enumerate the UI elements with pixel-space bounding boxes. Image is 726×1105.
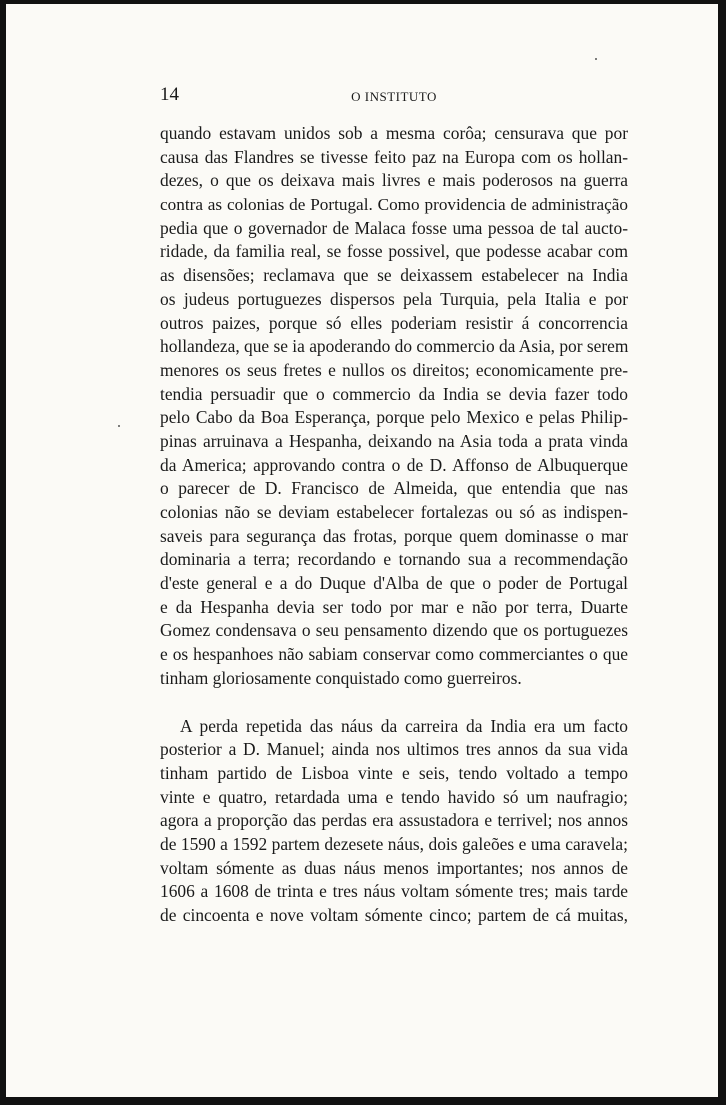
text-line: agora a proporção das perdas era assustadora e terrivel; nos annos [160, 810, 628, 831]
text-line: voltam sómente as duas náus menos importantes; nos annos de [160, 857, 628, 878]
text-line: vinte e quatro, retardada uma e tendo havido só um naufragio; [160, 786, 628, 807]
text-line: tinham gloriosamente conquistado como guerreiros. [160, 667, 522, 688]
text-line: outros paizes, porque só elles poderiam resistir á concorrencia [160, 312, 628, 333]
scan-border-left [0, 0, 6, 1105]
text-line: dominaria a terra; recordando e tornando sua a recommendação [160, 549, 628, 570]
text-line: colonias não se deviam estabelecer fortalezas ou só as indispen- [160, 502, 628, 522]
text-line: dezes, o que os deixava mais livres e mais poderosos na guerra [160, 170, 628, 191]
text-line: Gomez condensava o seu pensamento dizendo que os portuguezes [160, 620, 628, 641]
text-line: as disensões; reclamava que se deixassem estabelecer na India [160, 265, 628, 286]
page-number: 14 [160, 84, 179, 105]
scan-border-bottom [0, 1097, 726, 1105]
text-line: menores os seus fretes e nullos os direitos; economicamente pre- [160, 359, 628, 380]
text-line: os judeus portuguezes dispersos pela Turquia, pela Italia e por [160, 288, 628, 309]
text-line: o parecer de D. Francisco de Almeida, que entendia que nas [160, 478, 628, 499]
running-title: O INSTITUTO [351, 89, 437, 104]
text-line: pedia que o governador de Malaca fosse uma pessoa de tal aucto- [160, 217, 628, 238]
scan-speck [595, 58, 597, 60]
text-line: da America; approvando contra o de D. Affonso de Albuquerque [160, 454, 628, 475]
paragraph-1 [160, 122, 628, 691]
running-head [160, 84, 628, 108]
text-line: de 1590 a 1592 partem dezesete náus, dois galeões e uma caravela; [160, 833, 628, 854]
text-line: d'este general e a do Duque d'Alba de que o poder de Portugal [160, 573, 628, 594]
text-line: 1606 a 1608 de trinta e tres náus voltam sómente tres; mais tarde [160, 881, 628, 902]
scan-speck [118, 425, 120, 427]
text-line: e os hespanhoes não sabiam conservar como commerciantes o que [160, 644, 628, 665]
text-line: saveis para segurança das frotas, porque quem dominasse o mar [160, 525, 628, 546]
text-line: A perda repetida das náus da carreira da India era um facto [180, 715, 628, 736]
text-line: ridade, da familia real, se fosse possivel, que podesse acabar com [160, 241, 628, 262]
text-line: tinham partido de Lisboa vinte e seis, tendo voltado a tempo [160, 762, 628, 783]
text-line: pinas arruinava a Hespanha, deixando na Asia toda a prata vinda [160, 430, 628, 451]
text-line: quando estavam unidos sob a mesma corôa; censurava que por [160, 123, 628, 143]
body-text [160, 122, 628, 928]
text-line: de cincoenta e nove voltam sómente cinco; partem de cá muitas, [160, 905, 628, 925]
text-line: hollandeza, que se ia apoderando do commercio da Asia, por serem [160, 336, 629, 357]
paragraph-2 [160, 715, 628, 928]
text-line: causa das Flandres se tivesse feito paz na Europa com os hollan- [160, 146, 628, 167]
scan-border-right [718, 0, 726, 1105]
text-line: pelo Cabo da Boa Esperança, porque pelo Mexico e pelas Philip- [160, 407, 628, 428]
scan-border-top [0, 0, 726, 4]
text-line: e da Hespanha devia ser todo por mar e não por terra, Duarte [160, 596, 628, 617]
text-line: posterior a D. Manuel; ainda nos ultimos tres annos da sua vida [160, 739, 628, 760]
text-line: tendia persuadir que o commercio da India se devia fazer todo [160, 383, 628, 404]
text-line: contra as colonias de Portugal. Como providencia de administração [160, 195, 628, 215]
